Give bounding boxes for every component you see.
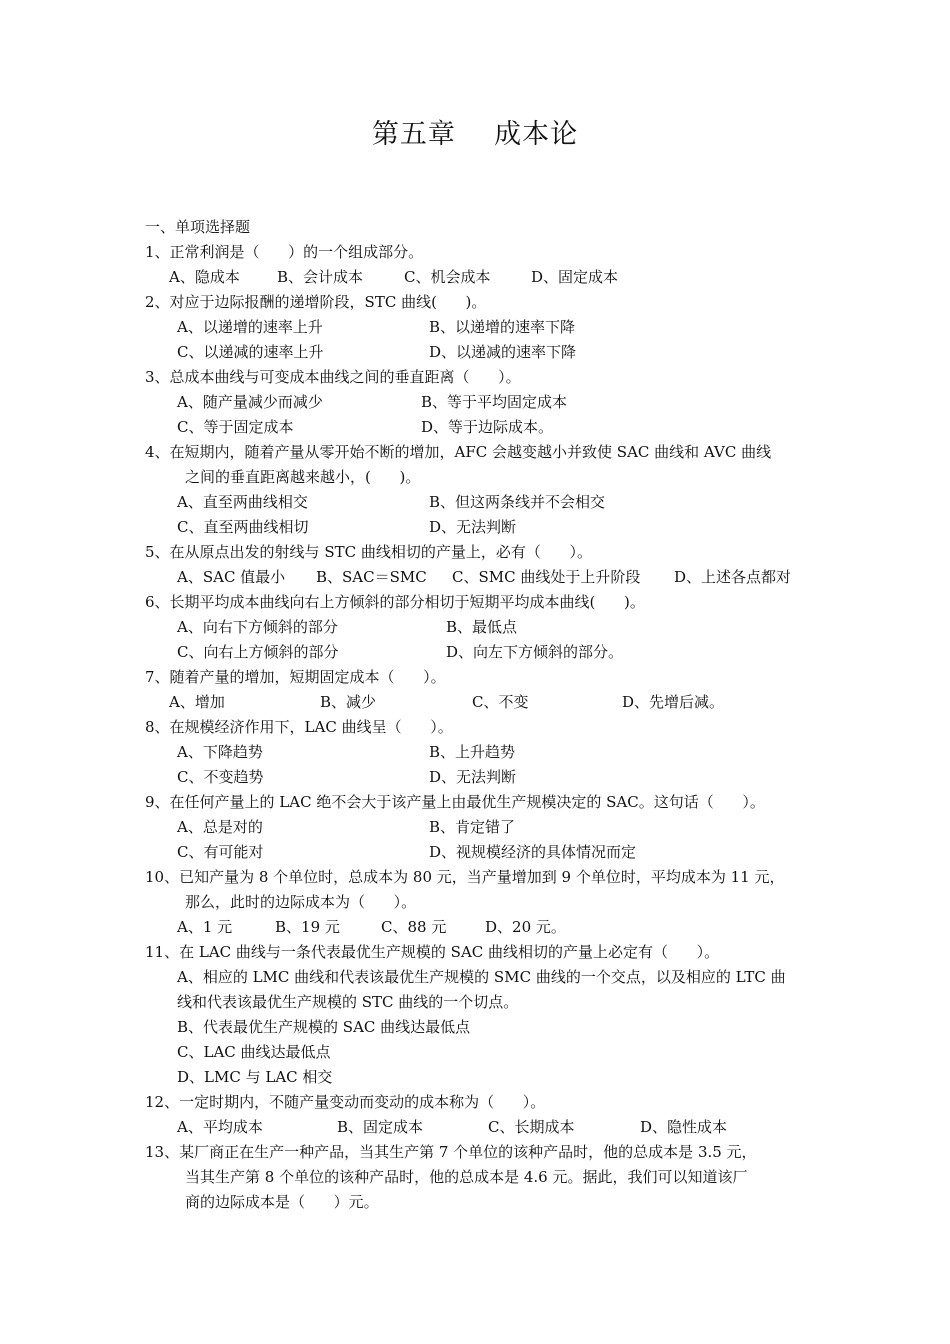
q9-option-c: C、有可能对	[177, 843, 264, 861]
q5-option-b: B、SAC＝SMC	[316, 568, 427, 586]
q3-option-d: D、等于边际成本。	[421, 418, 554, 436]
q11-option-b: B、代表最优生产规模的 SAC 曲线达最低点	[177, 1018, 471, 1036]
question-13-text-cont-2: 商的边际成本是（ ）元。	[185, 1193, 379, 1211]
q12-option-d: D、隐性成本	[640, 1118, 728, 1136]
q6-option-b: B、最低点	[446, 618, 518, 636]
q7-option-b: B、减少	[320, 693, 377, 711]
q12-option-c: C、长期成本	[488, 1118, 575, 1136]
q12-option-b: B、固定成本	[337, 1118, 424, 1136]
q7-option-d: D、先增后减。	[622, 693, 725, 711]
question-3-text: 3、总成本曲线与可变成本曲线之间的垂直距离（ ）。	[145, 368, 521, 386]
q10-option-c: C、88 元	[381, 918, 447, 936]
q5-option-a: A、SAC 值最小	[177, 568, 286, 586]
q1-option-d: D、固定成本	[531, 268, 619, 286]
q9-option-d: D、视规模经济的具体情况而定	[429, 843, 637, 861]
q8-option-d: D、无法判断	[429, 768, 517, 786]
q11-option-a-cont: 线和代表该最优生产规模的 STC 曲线的一个切点。	[177, 993, 519, 1011]
q10-option-b: B、19 元	[275, 918, 340, 936]
q10-option-a: A、1 元	[177, 918, 233, 936]
question-1-text: 1、正常利润是（ ）的一个组成部分。	[145, 243, 424, 261]
q4-option-b: B、但这两条线并不会相交	[429, 493, 606, 511]
q11-option-a: A、相应的 LMC 曲线和代表该最优生产规模的 SMC 曲线的一个交点，以及相应的 LTC 曲	[177, 968, 786, 986]
question-13-text-cont-1: 当其生产第 8 个单位的该种产品时，他的总成本是 4.6 元。据此，我们可以知道该厂	[185, 1168, 748, 1186]
question-6-text: 6、长期平均成本曲线向右上方倾斜的部分相切于短期平均成本曲线( )。	[145, 593, 645, 611]
section-heading: 一、单项选择题	[145, 218, 251, 236]
question-11-text: 11、在 LAC 曲线与一条代表最优生产规模的 SAC 曲线相切的产量上必定有（ ）。	[145, 943, 720, 961]
question-10-text-cont: 那么，此时的边际成本为（ ）。	[185, 893, 417, 911]
question-5-text: 5、在从原点出发的射线与 STC 曲线相切的产量上，必有（ ）。	[145, 543, 592, 561]
q3-option-c: C、等于固定成本	[177, 418, 294, 436]
q11-option-d: D、LMC 与 LAC 相交	[177, 1068, 333, 1086]
q11-option-c: C、LAC 曲线达最低点	[177, 1043, 331, 1061]
q12-option-a: A、平均成本	[177, 1118, 263, 1136]
question-7-text: 7、随着产量的增加，短期固定成本（ ）。	[145, 668, 446, 686]
q4-option-c: C、直至两曲线相切	[177, 518, 309, 536]
question-8-text: 8、在规模经济作用下，LAC 曲线呈（ ）。	[145, 718, 453, 736]
question-4-text-cont: 之间的垂直距离越来越小，( )。	[185, 468, 421, 486]
question-10-text: 10、已知产量为 8 个单位时，总成本为 80 元，当产量增加到 9 个单位时，平均成本为 11 元，	[145, 868, 785, 886]
q2-option-b: B、以递增的速率下降	[429, 318, 576, 336]
q2-option-c: C、以递减的速率上升	[177, 343, 324, 361]
q8-option-a: A、下降趋势	[177, 743, 263, 761]
q8-option-b: B、上升趋势	[429, 743, 516, 761]
q10-option-d: D、20 元。	[485, 918, 566, 936]
q5-option-d: D、上述各点都对	[674, 568, 792, 586]
q4-option-d: D、无法判断	[429, 518, 517, 536]
q3-option-b: B、等于平均固定成本	[421, 393, 568, 411]
q1-option-a: A、隐成本	[169, 268, 240, 286]
q9-option-a: A、总是对的	[177, 818, 263, 836]
page-title: 第五章 成本论	[371, 119, 579, 150]
q1-option-c: C、机会成本	[404, 268, 491, 286]
q2-option-d: D、以递减的速率下降	[429, 343, 577, 361]
question-2-text: 2、对应于边际报酬的递增阶段，STC 曲线( )。	[145, 293, 487, 311]
q1-option-b: B、会计成本	[277, 268, 364, 286]
q7-option-c: C、不变	[472, 693, 529, 711]
question-4-text: 4、在短期内，随着产量从零开始不断的增加，AFC 会越变越小并致使 SAC 曲线和 AVC 曲线	[145, 443, 772, 461]
q6-option-d: D、向左下方倾斜的部分。	[446, 643, 624, 661]
q3-option-a: A、随产量减少而减少	[177, 393, 323, 411]
q7-option-a: A、增加	[169, 693, 225, 711]
q9-option-b: B、肯定错了	[429, 818, 516, 836]
question-9-text: 9、在任何产量上的 LAC 绝不会大于该产量上由最优生产规模决定的 SAC。这句话（ ）。	[145, 793, 765, 811]
q6-option-c: C、向右上方倾斜的部分	[177, 643, 339, 661]
q5-option-c: C、SMC 曲线处于上升阶段	[452, 568, 641, 586]
question-12-text: 12、一定时期内，不随产量变动而变动的成本称为（ ）。	[145, 1093, 546, 1111]
q4-option-a: A、直至两曲线相交	[177, 493, 308, 511]
q8-option-c: C、不变趋势	[177, 768, 264, 786]
q2-option-a: A、以递增的速率上升	[177, 318, 323, 336]
question-13-text: 13、某厂商正在生产一种产品，当其生产第 7 个单位的该种产品时，他的总成本是 3.5 元，	[145, 1143, 757, 1161]
q6-option-a: A、向右下方倾斜的部分	[177, 618, 338, 636]
